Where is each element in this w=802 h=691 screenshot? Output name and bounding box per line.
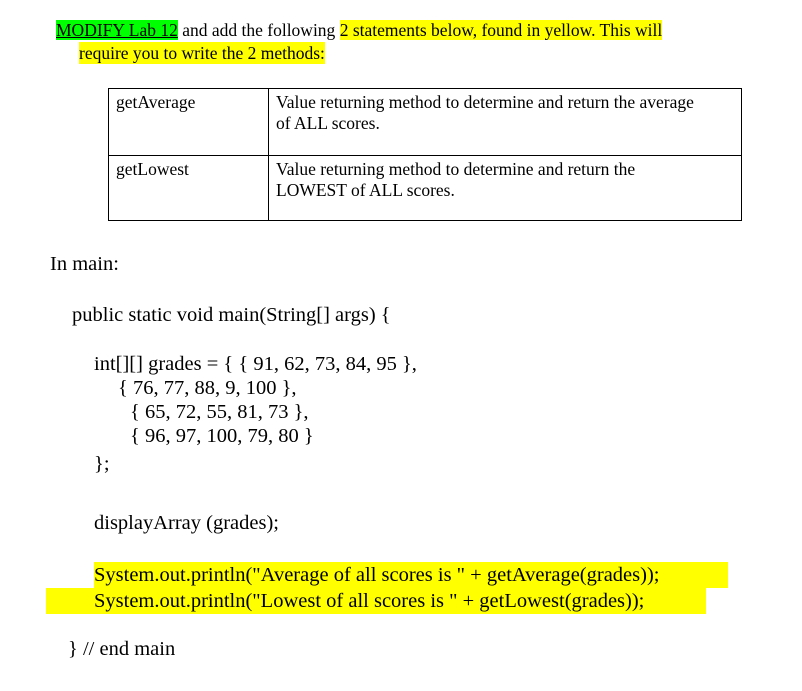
- method-desc-line: Value returning method to determine and return the: [276, 159, 636, 179]
- highlighted-statement: System.out.println("Lowest of all scores is " + getLowest(grades));: [94, 590, 645, 612]
- instruction-text: and add the following: [177, 20, 340, 40]
- display-array-call: displayArray (grades);: [94, 512, 280, 534]
- method-name: getLowest: [116, 159, 189, 179]
- table-row: [109, 156, 742, 221]
- method-name: getAverage: [116, 92, 196, 112]
- method-desc-line: Value returning method to determine and return the average: [276, 92, 694, 112]
- methods-table: [108, 88, 742, 221]
- closing-brace: } // end main: [68, 638, 176, 660]
- method-name-cell: [109, 156, 269, 221]
- method-desc-line: LOWEST of ALL scores.: [276, 180, 455, 200]
- table-row: [109, 89, 742, 156]
- method-desc-cell: [269, 156, 742, 221]
- instruction-line-2: require you to write the 2 methods:: [79, 43, 325, 63]
- instruction-highlight: 2 statements below, found in yellow.: [339, 20, 596, 40]
- method-name-cell: [109, 89, 269, 156]
- instruction-line-1: [56, 19, 662, 41]
- method-desc-line: of ALL scores.: [276, 113, 380, 133]
- instruction-text-continued: This will: [595, 20, 663, 40]
- code-line: { 96, 97, 100, 79, 80 }: [130, 425, 314, 447]
- code-line: int[][] grades = { { 91, 62, 73, 84, 95 },: [94, 353, 417, 375]
- lab-reference-highlight: MODIFY Lab 12: [56, 20, 178, 40]
- highlighted-statement: System.out.println("Average of all scores is " + getAverage(grades));: [94, 564, 660, 586]
- method-signature: public static void main(String[] args) {: [72, 304, 391, 326]
- code-line: };: [94, 453, 110, 475]
- section-heading: In main:: [50, 253, 119, 275]
- method-desc-cell: [269, 89, 742, 156]
- code-line: { 65, 72, 55, 81, 73 },: [130, 401, 309, 423]
- code-line: { 76, 77, 88, 9, 100 },: [118, 377, 297, 399]
